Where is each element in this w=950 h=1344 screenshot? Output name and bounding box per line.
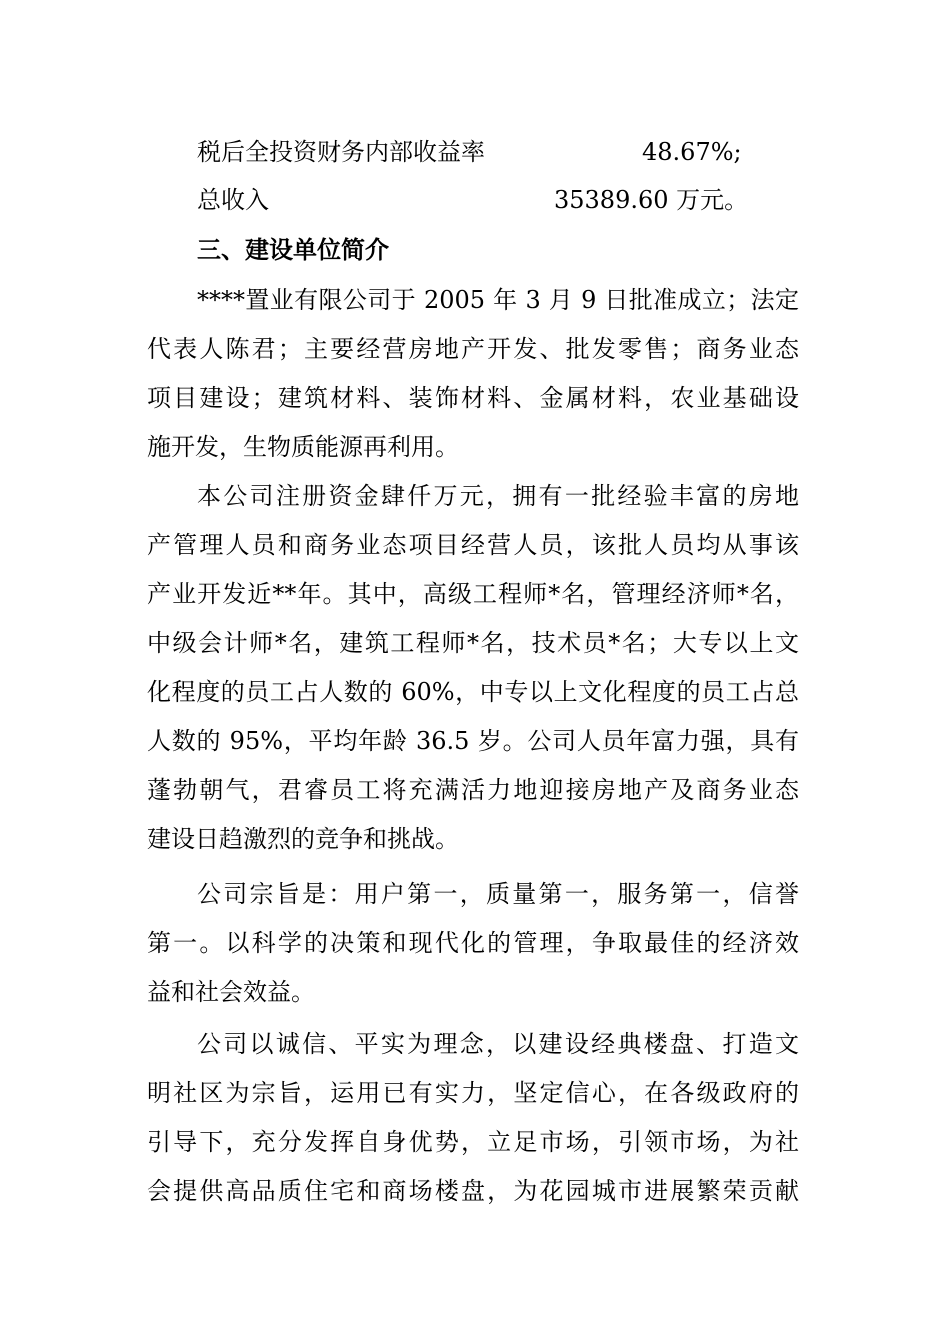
section-heading: 三、建设单位简介 xyxy=(197,236,389,264)
paragraph-philosophy xyxy=(147,1020,799,1216)
paragraph-line: 产管理人员和商务业态项目经营人员，该批人员均从事该 xyxy=(147,531,799,559)
irr-label: 税后全投资财务内部收益率 xyxy=(197,138,485,166)
paragraph-line: 公司以诚信、平实为理念，以建设经典楼盘、打造文 xyxy=(197,1030,799,1058)
paragraph-line: ****置业有限公司于 2005 年 3 月 9 日批准成立；法定 xyxy=(197,286,799,314)
paragraph-mission xyxy=(147,870,799,1017)
paragraph-line: 建设日趋激烈的竞争和挑战。 xyxy=(147,825,459,853)
revenue-row xyxy=(197,176,749,224)
irr-value: 48.67%; xyxy=(642,138,742,166)
paragraph-line: 公司宗旨是：用户第一，质量第一，服务第一，信誉 xyxy=(197,880,799,908)
revenue-label: 总收入 xyxy=(197,186,269,214)
paragraph-line: 蓬勃朝气，君睿员工将充满活力地迎接房地产及商务业态 xyxy=(147,776,799,804)
paragraph-line: 第一。以科学的决策和现代化的管理，争取最佳的经济效 xyxy=(147,929,799,957)
paragraph-line: 人数的 95%，平均年龄 36.5 岁。公司人员年富力强，具有 xyxy=(147,727,799,755)
paragraph-line: 施开发，生物质能源再利用。 xyxy=(147,433,459,461)
paragraph-line: 产业开发近**年。其中，高级工程师*名，管理经济师*名， xyxy=(147,580,799,608)
paragraph-line: 化程度的员工占人数的 60%，中专以上文化程度的员工占总 xyxy=(147,678,799,706)
paragraph-line: 明社区为宗旨，运用已有实力，坚定信心，在各级政府的 xyxy=(147,1079,799,1107)
paragraph-line: 中级会计师*名，建筑工程师*名，技术员*名；大专以上文 xyxy=(147,629,799,657)
irr-row xyxy=(197,128,742,176)
paragraph-line: 会提供高品质住宅和商场楼盘，为花园城市进展繁荣贡献 xyxy=(147,1177,799,1205)
paragraph-line: 引导下，充分发挥自身优势，立足市场，引领市场，为社 xyxy=(147,1128,799,1156)
revenue-value: 35389.60 万元。 xyxy=(554,186,749,214)
paragraph-staff xyxy=(147,472,799,864)
paragraph-line: 代表人陈君；主要经营房地产开发、批发零售；商务业态 xyxy=(147,335,799,363)
paragraph-line: 项目建设；建筑材料、装饰材料、金属材料，农业基础设 xyxy=(147,384,799,412)
paragraph-company-overview xyxy=(147,276,799,472)
paragraph-line: 益和社会效益。 xyxy=(147,978,315,1006)
paragraph-line: 本公司注册资金肆仟万元，拥有一批经验丰富的房地 xyxy=(197,482,799,510)
